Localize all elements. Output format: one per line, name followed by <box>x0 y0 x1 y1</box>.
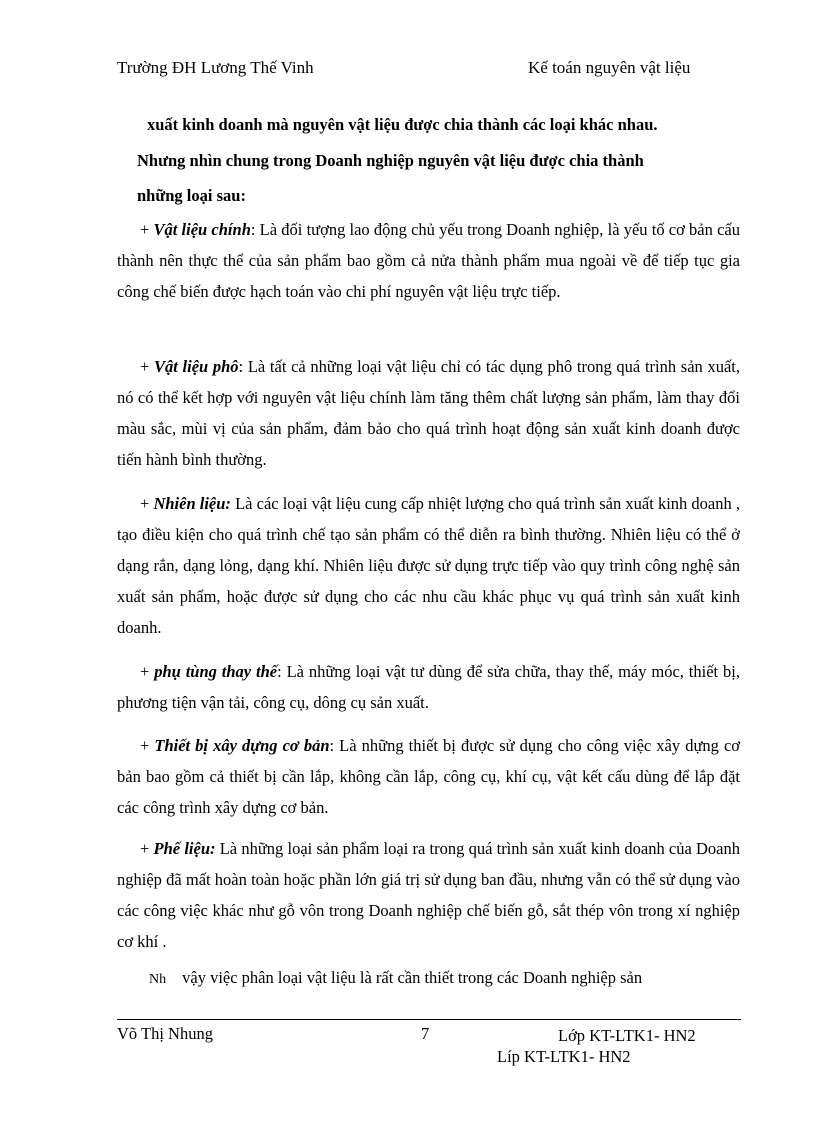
paragraph-text: : Là những thiết bị được sử dụng cho công việc xây dựng cơ bản bao gồm cả thiết bị cần lắp, không cần lắp, công cụ, khí cụ, vật kết cấu dùng để lắp đặt các công trình xây dựng cơ bản. <box>117 736 741 817</box>
closing-lead: Nh <box>149 972 167 987</box>
paragraph-prefix: + <box>140 494 154 513</box>
closing-line <box>149 968 642 988</box>
paragraph-prefix: + <box>140 736 155 755</box>
paragraph-main-material <box>117 214 740 307</box>
header-subject: Kế toán nguyên vật liệu <box>528 58 691 77</box>
paragraph-term: Thiết bị xây dựng cơ bản <box>154 736 330 755</box>
intro-line: những loại sau: <box>137 186 246 205</box>
paragraph-text: Là các loại vật liệu cung cấp nhiệt lượng cho quá trình sản xuất kinh doanh , tạo điều kiện cho quá trình chế tạo sản phẩm có thể diễn ra bình thường. Nhiên liệu có thể ở dạng rắn, dạng lỏng, dạng khí. Nhiên liệu được sử dụng trực tiếp vào quy trình công nghệ sản xuất sản phẩm, hoặc được sử dụng cho các nhu cầu khác phục vụ quá trình sản xuất kinh doanh. <box>117 494 740 637</box>
paragraph-text: Là những loại sản phẩm loại ra trong quá trình sản xuất kinh doanh của Doanh nghiệp đã mất hoàn toàn hoặc phần lớn giá trị sử dụng ban đầu, nhưng vẫn có thể sử dụng vào các công việc khác như gỗ vôn trong Doanh nghiệp chế biến gỗ, sắt thép vôn trong xí nghiệp cơ khí . <box>117 839 741 951</box>
footer-divider <box>117 1019 741 1020</box>
footer-author: Võ Thị Nhung <box>117 1024 213 1043</box>
paragraph-fuel <box>117 488 740 643</box>
paragraph-spare-parts <box>117 656 740 718</box>
paragraph-prefix: + <box>140 357 154 376</box>
paragraph-term: Phế liệu: <box>153 839 216 858</box>
paragraph-term: Nhiên liệu: <box>153 494 231 513</box>
paragraph-construction-equipment <box>117 730 740 823</box>
footer-class-duplicate: Líp KT-LTK1- HN2 <box>497 1047 631 1066</box>
page-number: 7 <box>421 1024 430 1043</box>
intro-bold-block <box>137 107 747 214</box>
paragraph-term: phụ tùng thay thế <box>154 662 278 681</box>
footer-class: Lớp KT-LTK1- HN2 <box>558 1026 696 1045</box>
paragraph-auxiliary-material <box>117 351 740 475</box>
header-school: Trường ĐH Lương Thế Vinh <box>117 58 314 77</box>
paragraph-text: : Là tất cả những loại vật liệu chỉ có tác dụng phô trong quá trình sản xuất, nó có thể kết hợp với nguyên vật liệu chính làm tăng thêm chất lượng sản phẩm, làm thay đổi màu sắc, mùi vị của sản phẩm, đảm bảo cho quá trình hoạt động sản xuất kinh doanh được tiến hành bình thường. <box>117 357 741 469</box>
paragraph-prefix: + <box>140 662 155 681</box>
closing-text: vậy việc phân loại vật liệu là rất cần thiết trong các Doanh nghiệp sản <box>182 968 643 987</box>
intro-line: xuất kinh doanh mà nguyên vật liệu được chia thành các loại khác nhau. <box>147 115 658 134</box>
paragraph-term: Vật liệu phô <box>154 357 239 376</box>
paragraph-text: : Là đối tượng lao động chủ yếu trong Doanh nghiệp, là yếu tố cơ bản cấu thành nên thực thể của sản phẩm bao gồm cả nửa thành phẩm mua ngoài về để tiếp tục gia công chế biến được hạch toán vào chi phí nguyên vật liệu trực tiếp. <box>117 220 740 301</box>
intro-line: Nhưng nhìn chung trong Doanh nghiệp nguyên vật liệu được chia thành <box>137 150 644 170</box>
paragraph-prefix: + <box>140 220 154 239</box>
paragraph-term: Vật liệu chính <box>153 220 251 239</box>
paragraph-prefix: + <box>140 839 154 858</box>
paragraph-scrap <box>117 833 740 957</box>
paragraph-text: : Là những loại vật tư dùng để sửa chữa, thay thế, máy móc, thiết bị, phương tiện vận tải, công cụ, dông cụ sản xuất. <box>117 662 740 712</box>
